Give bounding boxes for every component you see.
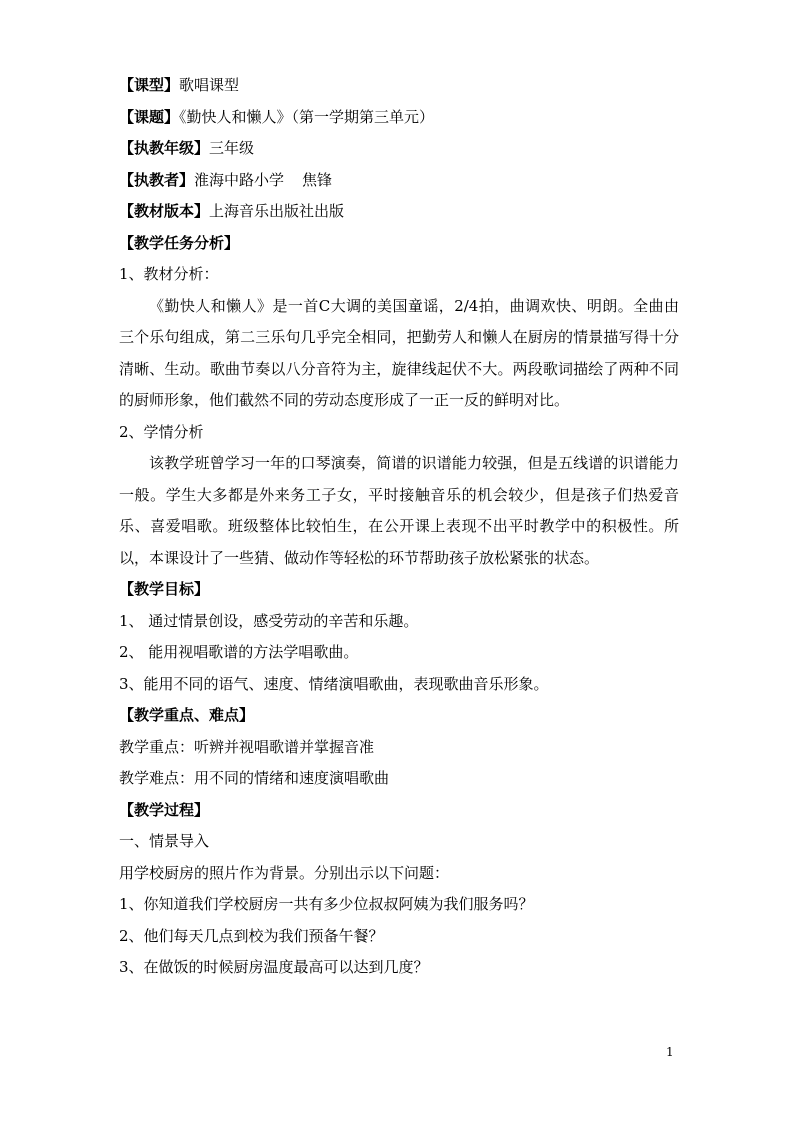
grade-value: 三年级 <box>209 139 255 157</box>
topic-label: 【课题】 <box>119 107 180 126</box>
course-type-value: 歌唱课型 <box>179 76 240 94</box>
edition-value: 上海音乐出版社出版 <box>209 202 345 220</box>
course-type-label: 【课型】 <box>119 76 180 94</box>
goal-item: 1、 通过情景创设，感受劳动的辛苦和乐趣。 <box>119 611 419 630</box>
teacher-label: 【执教者】 <box>119 170 195 189</box>
goal-item: 2、 能用视唱歌谱的方法学唱歌曲。 <box>119 643 359 661</box>
goal-item: 3、能用不同的语气、速度、情绪演唱歌曲，表现歌曲音乐形象。 <box>119 674 549 693</box>
document-body <box>119 70 679 984</box>
topic-line <box>119 102 679 134</box>
learner-analysis-text: 该教学班曾学习一年的口琴演奏，简谱的识谱能力较强，但是五线谱的识谱能力一般。学生大多都是外来务工子女，平时接触音乐的机会较少，但是孩子们热爱音乐、喜爱唱歌。班级整体比较怕生，在公开课上表现不出平时教学中的积极性。所以，本课设计了一些猜、做动作等轻松的环节帮助孩子放松紧张的状态。 <box>119 454 679 567</box>
question-item: 2、他们每天几点到校为我们预备午餐？ <box>119 926 384 945</box>
key-point: 教学重点：听辨并视唱歌谱并掌握音准 <box>119 737 375 756</box>
course-type-line <box>119 70 679 102</box>
topic-value: 《勤快人和懒人》（第一学期第三单元） <box>179 107 435 126</box>
question-item: 3、在做饭的时候厨房温度最高可以达到几度？ <box>119 958 429 976</box>
page-number: 1 <box>666 1045 674 1059</box>
process-heading: 【教学过程】 <box>119 800 210 819</box>
difficulty: 教学难点：用不同的情绪和速度演唱歌曲 <box>119 769 390 787</box>
edition-line <box>119 196 679 228</box>
goals-heading: 【教学目标】 <box>119 580 210 598</box>
edition-label: 【教材版本】 <box>119 202 210 220</box>
grade-line <box>119 133 679 165</box>
teacher-name: 焦锋 <box>302 170 333 189</box>
task-analysis-heading: 【教学任务分析】 <box>119 233 240 252</box>
focus-heading: 【教学重点、难点】 <box>119 706 255 724</box>
learner-analysis-title: 2、学情分析 <box>119 422 204 441</box>
process-intro: 用学校厨房的照片作为背景。分别出示以下问题： <box>119 863 450 882</box>
teacher-line <box>119 165 679 197</box>
material-analysis-title: 1、教材分析： <box>119 265 219 283</box>
process-section-title: 一、情景导入 <box>119 832 210 850</box>
grade-label: 【执教年级】 <box>119 139 210 157</box>
material-analysis-text: 《勤快人和懒人》是一首C大调的美国童谣，2/4拍，曲调欢快、明朗。全曲由三个乐句组成，第二三乐句几乎完全相同，把勤劳人和懒人在厨房的情景描写得十分清晰、生动。歌曲节奏以八分音符为主，旋律线起伏不大。两段歌词描绘了两种不同的厨师形象，他们截然不同的劳动态度形成了一正一反的鲜明对比。 <box>119 296 679 409</box>
teacher-school: 淮海中路小学 <box>194 170 285 189</box>
question-item: 1、你知道我们学校厨房一共有多少位叔叔阿姨为我们服务吗？ <box>119 895 534 913</box>
